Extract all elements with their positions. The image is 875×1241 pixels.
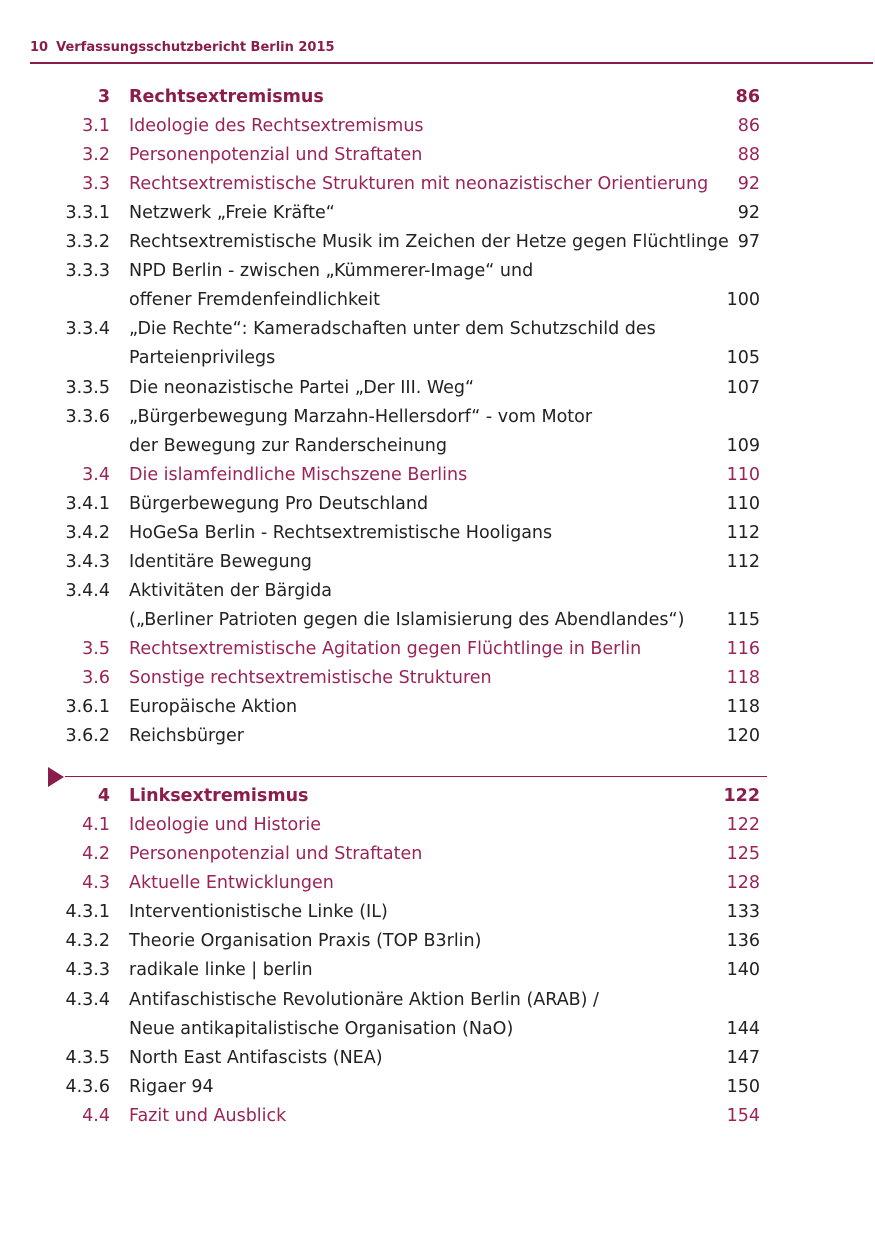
toc-entry[interactable] bbox=[0, 693, 875, 722]
toc-entry[interactable] bbox=[0, 286, 875, 315]
toc-entry[interactable] bbox=[0, 840, 875, 869]
toc-entry-title: „Die Rechte“: Kameradschaften unter dem Schutzschild des bbox=[129, 319, 656, 340]
toc-entry[interactable] bbox=[0, 722, 875, 751]
toc-entry-number: 4.3.2 bbox=[65, 931, 110, 952]
toc-entry-page: 86 bbox=[737, 116, 760, 137]
toc-entry-number: 4 bbox=[97, 786, 110, 807]
toc-entry[interactable] bbox=[0, 228, 875, 257]
toc-entry-title: Interventionistische Linke (IL) bbox=[129, 902, 388, 923]
toc-entry-title: Rechtsextremistische Agitation gegen Flüchtlinge in Berlin bbox=[129, 638, 642, 659]
toc-entry-title: Personenpotenzial und Straftaten bbox=[129, 844, 423, 865]
toc-entry-number: 4.3 bbox=[82, 873, 110, 894]
toc-entry[interactable] bbox=[0, 490, 875, 519]
toc-entry-page: 150 bbox=[726, 1076, 760, 1097]
toc-entry-page: 122 bbox=[726, 815, 760, 836]
toc-entry-page: 154 bbox=[726, 1105, 760, 1126]
toc-entry-title: Rigaer 94 bbox=[129, 1076, 214, 1097]
toc-entry-page: 112 bbox=[726, 522, 760, 543]
toc-entry-page: 100 bbox=[726, 290, 760, 311]
toc-entry-number: 3.6.2 bbox=[65, 726, 110, 747]
toc-entry-title: der Bewegung zur Randerscheinung bbox=[129, 435, 447, 456]
toc-entry-title: Rechtsextremistische Strukturen mit neonazistischer Orientierung bbox=[129, 174, 709, 195]
toc-entry[interactable] bbox=[0, 577, 875, 606]
toc-entry-number: 3.5 bbox=[82, 638, 110, 659]
toc-entry-page: 120 bbox=[726, 726, 760, 747]
toc-entry[interactable] bbox=[0, 519, 875, 548]
toc-entry-title: Bürgerbewegung Pro Deutschland bbox=[129, 493, 429, 514]
toc-entry-page: 107 bbox=[726, 377, 760, 398]
toc-entry-number: 4.4 bbox=[82, 1105, 110, 1126]
toc-entry-title: Die neonazistische Partei „Der III. Weg“ bbox=[129, 377, 475, 398]
toc-entry-title: NPD Berlin - zwischen „Kümmerer-Image“ und bbox=[129, 261, 534, 282]
toc-entry[interactable] bbox=[0, 403, 875, 432]
toc-entry[interactable] bbox=[0, 606, 875, 635]
toc-entry-number: 3.3.1 bbox=[65, 203, 110, 224]
toc-entry-title: („Berliner Patrioten gegen die Islamisierung des Abendlandes“) bbox=[129, 609, 685, 630]
toc-entry[interactable] bbox=[0, 141, 875, 170]
toc-entry-number: 4.3.5 bbox=[65, 1047, 110, 1068]
toc-entry-page: 92 bbox=[737, 203, 760, 224]
toc-entry-title: Rechtsextremismus bbox=[129, 87, 324, 107]
toc-entry[interactable] bbox=[0, 664, 875, 693]
toc-entry-number: 3.6 bbox=[82, 668, 110, 688]
page-number: 10 bbox=[30, 40, 49, 55]
toc-entry-number: 3.2 bbox=[82, 145, 110, 166]
toc-entry-title: Netzwerk „Freie Kräfte“ bbox=[129, 203, 335, 224]
document-title: Verfassungsschutzbericht Berlin 2015 bbox=[56, 40, 335, 55]
toc-entry[interactable] bbox=[0, 548, 875, 577]
toc-entry-page: 97 bbox=[737, 232, 760, 253]
toc-entry-number: 3.3.6 bbox=[65, 406, 110, 427]
toc-entry-number: 3.3.5 bbox=[65, 377, 110, 398]
toc-entry-page: 112 bbox=[726, 551, 760, 572]
toc-entry-title: Linksextremismus bbox=[129, 786, 309, 807]
toc-entry[interactable] bbox=[0, 898, 875, 927]
toc-entry-title: Fazit und Ausblick bbox=[129, 1105, 287, 1126]
toc-entry[interactable] bbox=[0, 1015, 875, 1044]
toc-entry[interactable] bbox=[0, 374, 875, 403]
toc-entry-number: 4.3.1 bbox=[65, 902, 110, 923]
toc-entry-number: 3.3.3 bbox=[65, 261, 110, 282]
toc-entry-title: Europäische Aktion bbox=[129, 697, 298, 718]
toc-entry-number: 4.3.6 bbox=[65, 1076, 110, 1097]
toc-entry[interactable] bbox=[0, 1102, 875, 1131]
toc-entry-page: 136 bbox=[726, 931, 760, 952]
toc-entry-title: Die islamfeindliche Mischszene Berlins bbox=[129, 464, 468, 485]
toc-entry[interactable] bbox=[0, 344, 875, 373]
toc-entry-title: Identitäre Bewegung bbox=[129, 551, 312, 572]
toc-entry-number: 3.4 bbox=[82, 464, 110, 485]
toc-entry-title: radikale linke | berlin bbox=[129, 960, 313, 981]
toc-entry[interactable] bbox=[0, 811, 875, 840]
toc-entry-page: 86 bbox=[735, 87, 760, 107]
toc-entry-title: Ideologie des Rechtsextremismus bbox=[129, 116, 424, 137]
toc-entry-number: 3 bbox=[97, 87, 110, 107]
toc-entry-number: 3.4.3 bbox=[65, 551, 110, 572]
toc-entry-number: 3.4.4 bbox=[65, 580, 110, 601]
toc-entry-number: 3.4.2 bbox=[65, 522, 110, 543]
toc-entry-page: 115 bbox=[726, 609, 760, 630]
toc-entry-title: North East Antifascists (NEA) bbox=[129, 1047, 383, 1068]
toc-entry-page: 144 bbox=[726, 1018, 760, 1039]
toc-entry-title: Neue antikapitalistische Organisation (NaO) bbox=[129, 1018, 514, 1039]
toc-entry[interactable] bbox=[0, 432, 875, 461]
toc-entry-number: 4.1 bbox=[82, 815, 110, 836]
toc-entry-number: 3.3.4 bbox=[65, 319, 110, 340]
toc-entry[interactable] bbox=[0, 1073, 875, 1102]
toc-entry-page: 125 bbox=[726, 844, 760, 865]
toc-entry-title: Aktuelle Entwicklungen bbox=[129, 873, 334, 894]
toc-entry[interactable] bbox=[0, 986, 875, 1015]
toc-entry-page: 110 bbox=[726, 464, 760, 485]
toc-entry-title: Aktivitäten der Bärgida bbox=[129, 580, 332, 601]
toc-entry-title: Personenpotenzial und Straftaten bbox=[129, 145, 423, 166]
toc-entry-title: Rechtsextremistische Musik im Zeichen der Hetze gegen Flüchtlinge bbox=[129, 232, 729, 253]
toc-entry-page: 140 bbox=[726, 960, 760, 981]
toc-entry-page: 122 bbox=[723, 786, 760, 807]
toc-entry-page: 116 bbox=[726, 638, 760, 659]
toc-entry[interactable] bbox=[0, 869, 875, 898]
toc-entry-number: 4.3.4 bbox=[65, 989, 110, 1010]
toc-entry-title: Sonstige rechtsextremistische Strukturen bbox=[129, 668, 492, 688]
toc-entry-page: 128 bbox=[726, 873, 760, 894]
toc-entry-title: Reichsbürger bbox=[129, 726, 244, 747]
header-rule bbox=[30, 62, 873, 64]
running-header bbox=[30, 40, 335, 55]
toc-entry-page: 92 bbox=[737, 174, 760, 195]
toc-entry-page: 105 bbox=[726, 348, 760, 369]
toc-entry-title: Theorie Organisation Praxis (TOP B3rlin) bbox=[129, 931, 482, 952]
toc-entry-number: 3.1 bbox=[82, 116, 110, 137]
toc-entry-number: 3.4.1 bbox=[65, 493, 110, 514]
toc-entry-title: „Bürgerbewegung Marzahn-Hellersdorf“ - vom Motor bbox=[129, 406, 593, 427]
toc-entry-number: 4.2 bbox=[82, 844, 110, 865]
toc-entry[interactable] bbox=[0, 112, 875, 141]
toc-entry-page: 118 bbox=[726, 668, 760, 688]
toc-entry-title: Antifaschistische Revolutionäre Aktion Berlin (ARAB) / bbox=[129, 989, 599, 1010]
toc-entry[interactable] bbox=[0, 927, 875, 956]
toc-entry[interactable] bbox=[0, 315, 875, 344]
toc-entry-page: 118 bbox=[726, 697, 760, 718]
toc-entry[interactable] bbox=[0, 170, 875, 199]
toc-entry-page: 110 bbox=[726, 493, 760, 514]
toc-entry-number: 4.3.3 bbox=[65, 960, 110, 981]
toc-entry[interactable] bbox=[0, 635, 875, 664]
toc-entry[interactable] bbox=[0, 956, 875, 985]
toc-entry[interactable] bbox=[0, 257, 875, 286]
toc-entry-number: 3.6.1 bbox=[65, 697, 110, 718]
toc-entry[interactable] bbox=[0, 782, 875, 811]
toc-entry-page: 88 bbox=[737, 145, 760, 166]
toc-entry-title: HoGeSa Berlin - Rechtsextremistische Hooligans bbox=[129, 522, 553, 543]
toc-entry-page: 109 bbox=[726, 435, 760, 456]
toc-entry-number: 3.3 bbox=[82, 174, 110, 195]
toc-entry[interactable] bbox=[0, 199, 875, 228]
toc-entry-title: Ideologie und Historie bbox=[129, 815, 321, 836]
toc-entry-title: Parteienprivilegs bbox=[129, 348, 276, 369]
toc-entry-page: 133 bbox=[726, 902, 760, 923]
toc-entry[interactable] bbox=[0, 461, 875, 490]
toc-entry-number: 3.3.2 bbox=[65, 232, 110, 253]
toc-entry-page: 147 bbox=[726, 1047, 760, 1068]
toc-entry[interactable] bbox=[0, 83, 875, 112]
toc-entry-title: offener Fremdenfeindlichkeit bbox=[129, 290, 380, 311]
toc-entry[interactable] bbox=[0, 1044, 875, 1073]
chapter-divider bbox=[65, 776, 767, 777]
